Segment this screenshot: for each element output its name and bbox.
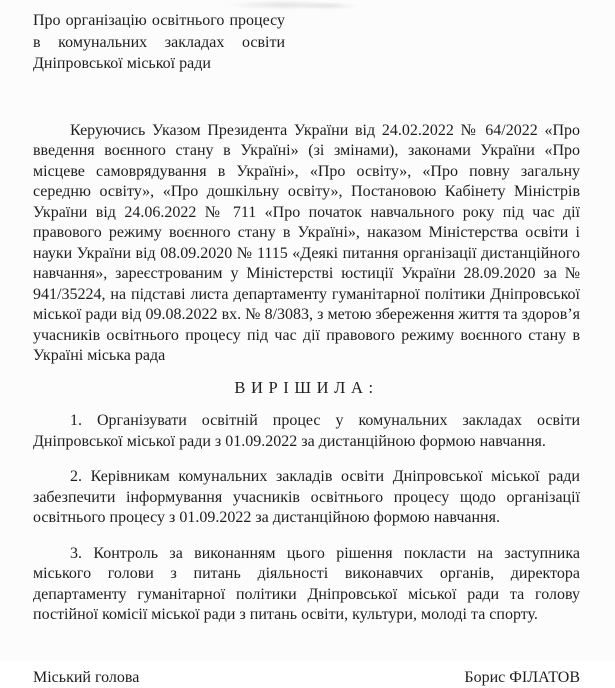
signature-position-label: Міський голова (33, 668, 139, 688)
resolution-item-3: 3. Контроль за виконанням цього рішення покласти на заступника міського голови з питань діяльності виконавчих органів, директора департаменту гуманітарної політики Дніпровської міської ради та голову постійної комісії міської ради з питань освіти, культури, молоді та спорту. (33, 544, 580, 626)
preamble-paragraph: Керуючись Указом Президента України від 24.02.2022 № 64/2022 «Про введення воєнного стану в Україні» (зі змінами), законами України «Про місцеве самоврядування в Україні», «Про освіту», «Про повну загальну середню освіту», «Про дошкільну освіту», Постановою Кабінету Міністрів України від 24.06.2022 № 711 «Про початок навчального року під час дії правового режиму воєнного стану в Україні», наказом Міністерства освіти і науки України від 08.09.2020 № 1115 «Деякі питання організації дистанційного навчання», зареєстрованим у Міністерстві юстиції України 28.09.2020 за № 941/35224, на підставі листа департаменту гуманітарної політики Дніпровської міської ради від 09.08.2022 вх. № 8/3083, з метою збереження життя та здоров’я учасників освітнього процесу під час дії правового режиму воєнного стану в Україні міська рада (33, 121, 580, 367)
resolution-items (33, 411, 580, 626)
scan-artifact (225, 0, 345, 10)
scan-artifact (300, 2, 360, 10)
signature-row (33, 668, 580, 688)
resolution-item-1: 1. Організувати освітній процес у комунальних закладах освіти Дніпровської міської ради з 01.09.2022 за дистанційною формою навчання. (33, 411, 580, 452)
resolution-heading: ВИРІШИЛА: (33, 378, 580, 399)
signature-name: Борис ФІЛАТОВ (464, 668, 580, 688)
resolution-item-2: 2. Керівникам комунальних закладів освіти Дніпровської міської ради забезпечити інформування учасників освітнього процесу щодо організації освітнього процесу з 01.09.2022 за дистанційною формою навчання. (33, 467, 580, 529)
document-title: Про організацію освітнього процесу в комунальних закладах освіти Дніпровської міської ради (33, 10, 285, 75)
